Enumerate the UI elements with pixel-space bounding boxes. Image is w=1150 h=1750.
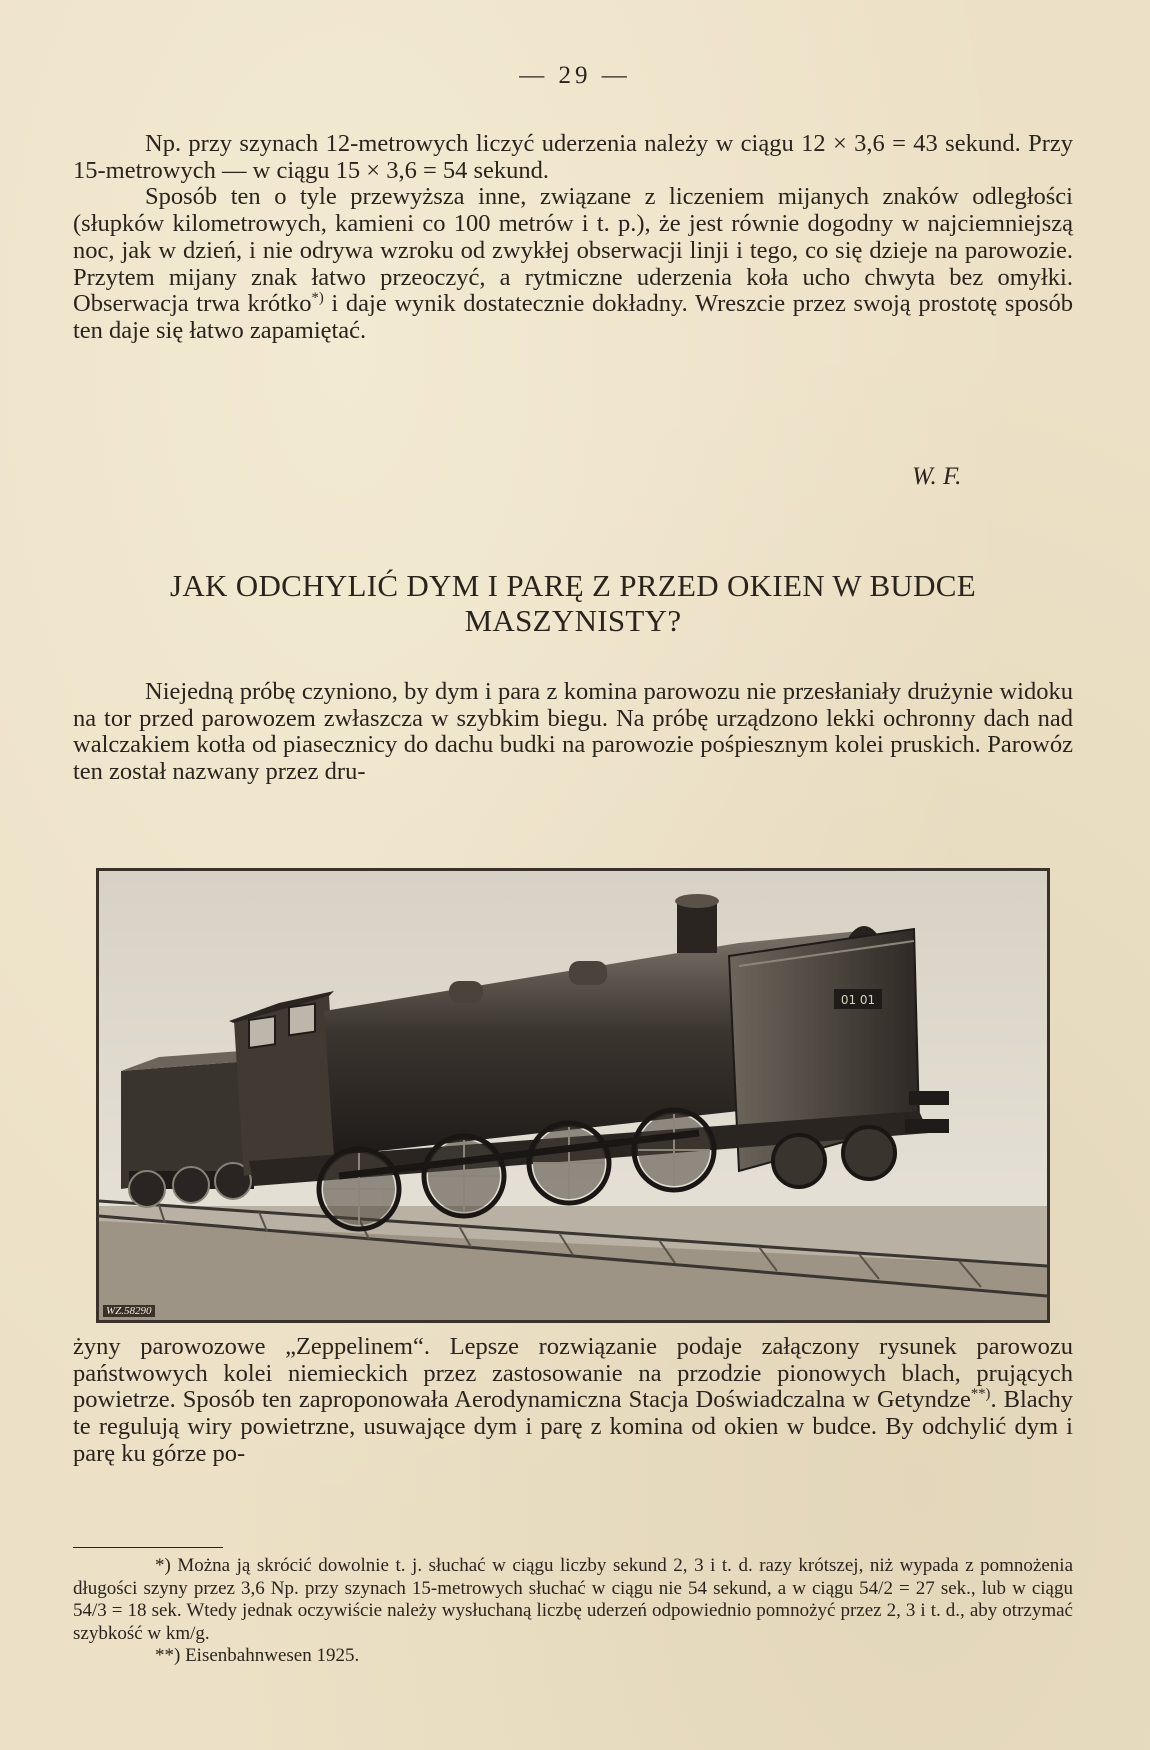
article-title: JAK ODCHYLIĆ DYM I PARĘ Z PRZED OKIEN W BUDCE MASZYNISTY? bbox=[169, 568, 977, 638]
article-body-bottom bbox=[73, 1334, 1073, 1468]
locomotive-illustration bbox=[99, 871, 1047, 1320]
footnote-2 bbox=[73, 1645, 1073, 1668]
photo-corner-mark: WZ.58290 bbox=[103, 1305, 155, 1317]
page-number: — 29 — bbox=[519, 62, 631, 89]
engine-number-plate: 01 01 bbox=[840, 993, 876, 1007]
footnote-1 bbox=[73, 1555, 1073, 1645]
article-paragraph-2-text: żyny parowozowe „Zeppelinem“. Lepsze rozwiązanie podaje załączony rysunek parowozu państwowych kolei niemieckich przez zastosowanie na przodzie pionowych blach, prujących powietrze. Sposób ten zaproponowała Aerodynamiczna Stacja Doświadczalna w Getyndze bbox=[73, 1333, 1073, 1414]
footnote-1-text: Można ją skrócić dowolnie t. j. słuchać w ciągu liczby sekund 2, 3 i t. d. razy krótszej, niż wypada z pomnożenia długości szyny przez 3,6 Np. przy szynach 15-metrowych słuchać w ciągu nie 54 sekund, a w ciągu 54/2 = 27 sek., lub w ciągu 54/3 = 18 sek. Wtedy jednak oczywiście należy wysłuchaną liczbę uderzeń odpowiednio pomnożyć przez 2, 3 i t. d., aby otrzymać szybkość w km/g. bbox=[73, 1555, 1074, 1644]
locomotive-photo bbox=[96, 868, 1050, 1323]
article-paragraph-1: Niejedną próbę czyniono, by dym i para z komina parowozu nie przesłaniały drużynie widoku na tor przed parowozem zwłaszcza w szybkim biegu. Na próbę urządzono lekki ochronny dach nad walczakiem kotła od piasecznicy do dachu budki na parowozie pośpiesznym kolei pruskich. Parowóz ten został nazwany przez dru- bbox=[73, 678, 1073, 786]
footnote-1-mark: *) bbox=[155, 1555, 171, 1576]
intro-section bbox=[73, 131, 1073, 345]
intro-paragraph-2 bbox=[73, 184, 1073, 344]
footnote-ref-1: *) bbox=[311, 290, 324, 307]
intro-paragraph-1: Np. przy szynach 12-metrowych liczyć uderzenia należy w ciągu 12 × 3,6 = 43 sekund. Przy 15-metrowych — w ciągu 15 × 3,6 = 54 sekund. bbox=[73, 130, 1073, 184]
article-paragraph-2-end: . Blachy te regulują wiry powietrzne, usuwające dym i parę z komina od okien w budce. By odchylić dym i parę ku górze po- bbox=[73, 1386, 1073, 1467]
footnotes bbox=[73, 1555, 1073, 1668]
article-body-top bbox=[73, 679, 1073, 786]
footnote-2-mark: **) bbox=[155, 1645, 181, 1666]
footnote-ref-2: **) bbox=[970, 1386, 991, 1403]
footnote-divider bbox=[73, 1547, 223, 1548]
article-paragraph-2 bbox=[73, 1334, 1073, 1468]
intro-paragraph-2-end: i daje wynik dostatecznie dokładny. Wreszcie przez swoją prostotę sposób ten daje się łatwo zapamiętać. bbox=[73, 290, 1073, 344]
author-signature: W. F. bbox=[912, 463, 962, 490]
intro-paragraph-2-text: Sposób ten o tyle przewyższa inne, związane z liczeniem mijanych znaków odległości (słupków kilometrowych, kamieni co 100 metrów i t. p.), że jest równie dogodny w najciemniejszą noc, jak w dzień, i nie odrywa wzroku od zwykłej obserwacji linji i tego, co się dzieje na parowozie. Przytem mijany znak łatwo przeoczyć, a rytmiczne uderzenia koła ucho chwyta bez omyłki. Obserwacja trwa krótko bbox=[73, 183, 1073, 318]
footnote-2-text: Eisenbahnwesen 1925. bbox=[185, 1645, 360, 1666]
